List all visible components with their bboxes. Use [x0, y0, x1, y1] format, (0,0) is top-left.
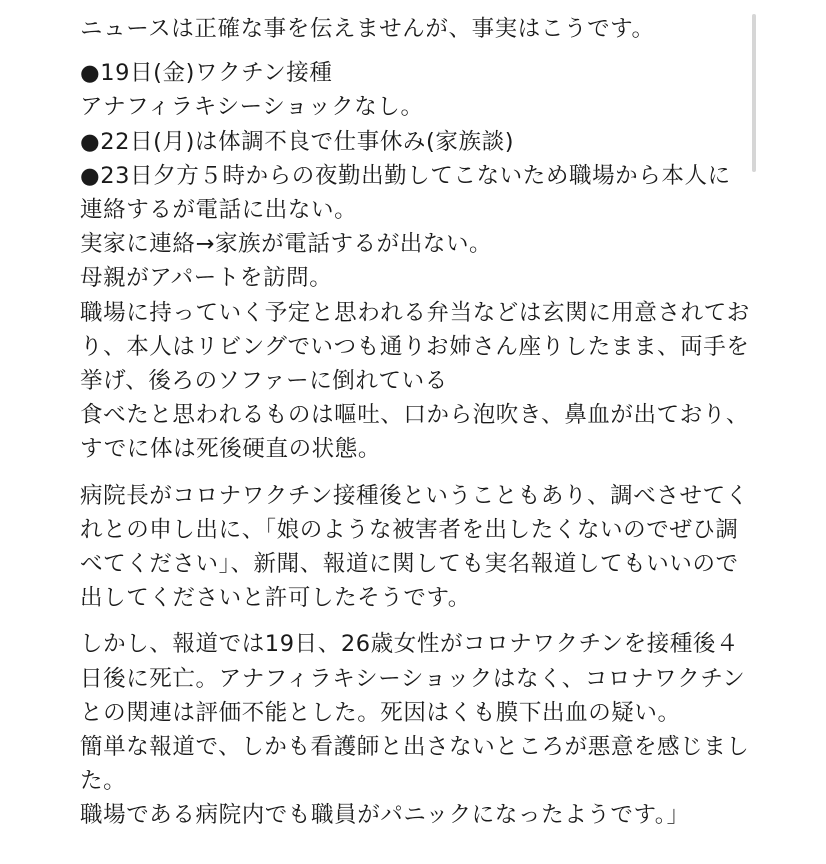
- post-report-paragraph: しかし、報道では19日、26歳女性がコロナワクチンを接種後４日後に死亡。アナフィラキシーショックはなく、コロナワクチンとの関連は評価不能とした。死因はくも膜下出血の疑い。 簡単な報道で、しかも看護師と出さないところが悪意を感じました。 職場である病院内でも職員がパニックになったようです。」: [80, 631, 750, 829]
- vertical-scrollbar[interactable]: [752, 14, 756, 172]
- post-body: [80, 12, 750, 833]
- post-hospital-paragraph: 病院長がコロナワクチン接種後ということもあり、調べさせてくれとの申し出に、「娘のような被害者を出したくないのでぜひ調べてください」、新聞、報道に関しても実名報道してもいいので出してくださいと許可したそうです。: [80, 482, 749, 612]
- post-intro-paragraph: ニュースは正確な事を伝えませんが、事実はこうです。: [80, 16, 655, 42]
- post-timeline-paragraph: ●19日(金)ワクチン接種 アナフィラキシーショックなし。 ●22日(月)は体調不良で仕事休み(家族談) ●23日夕方５時からの夜勤出勤してこないため職場から本人に連絡するが電話に出ない。 実家に連絡→家族が電話するが出ない。 母親がアパートを訪問。 職場に持っていく予定と思われる弁当などは玄関に用意されており、本人はリビングでいつも通りお姉さん座りしたまま、両手を挙げ、後ろのソファーに倒れている 食べたと思われるものは嘔吐、口から泡吹き、鼻血が出ており、すでに体は死後硬直の状態。: [80, 60, 750, 463]
